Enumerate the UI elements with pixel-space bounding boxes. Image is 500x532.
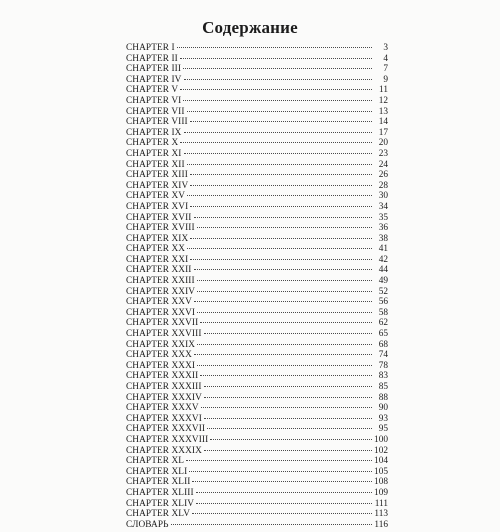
dot-leader: [197, 365, 372, 366]
toc-entry-label: CHAPTER IV: [126, 74, 182, 85]
toc-entry-page-number: 9: [383, 74, 388, 85]
toc-entry-page-number: 100: [374, 434, 388, 445]
toc-entry-label: CHAPTER XX: [126, 244, 186, 255]
dot-leader: [204, 418, 372, 419]
toc-entry: [126, 170, 388, 181]
dot-leader: [194, 301, 372, 302]
dot-leader: [190, 238, 372, 239]
toc-entry: [126, 244, 388, 255]
toc-entry-page-number: 93: [378, 413, 388, 424]
toc-entry-label: CHAPTER III: [126, 64, 182, 75]
toc-entry-label: CHAPTER XXXVI: [126, 413, 202, 424]
toc-entry-label: CHAPTER XIII: [126, 170, 188, 181]
toc-entry-page-number: 109: [374, 487, 388, 498]
toc-entry-page-number: 13: [378, 106, 388, 117]
toc-entry-page-number: 3: [383, 43, 388, 53]
toc-entry-label: CHAPTER XXVI: [126, 307, 196, 318]
toc-entry-page-number: 35: [378, 212, 388, 223]
toc-entry-label: CHAPTER XV: [126, 191, 186, 202]
dot-leader: [204, 397, 372, 398]
toc-entry-page-number: 7: [383, 64, 388, 75]
dot-leader: [197, 344, 372, 345]
dot-leader: [186, 460, 372, 461]
toc-entry-page-number: 20: [378, 138, 388, 149]
dot-leader: [201, 407, 372, 408]
toc-entry-label: CHAPTER XLIV: [126, 498, 195, 509]
toc-entry-label: CHAPTER XXXIV: [126, 392, 202, 403]
dot-leader: [200, 375, 372, 376]
dot-leader: [184, 79, 373, 80]
toc-entry: [126, 393, 388, 404]
dot-leader: [180, 142, 372, 143]
toc-entry-page-number: 56: [378, 297, 388, 308]
toc-entry-page-number: 42: [378, 254, 388, 265]
toc-entry-page-number: 58: [378, 307, 388, 318]
toc-entry-page-number: 111: [374, 498, 388, 509]
toc-entry: [126, 403, 388, 414]
toc-entry-label: CHAPTER XVIII: [126, 223, 195, 234]
toc-entry-label: CHAPTER XXVII: [126, 318, 199, 329]
toc-entry: [126, 96, 388, 107]
toc-entry-label: CHAPTER VIII: [126, 117, 188, 128]
toc-entry: [126, 456, 388, 467]
toc-entry: [126, 350, 388, 361]
toc-entry: [126, 213, 388, 224]
toc-entry: [126, 520, 388, 531]
toc-entry-page-number: 30: [378, 191, 388, 202]
table-of-contents: [126, 43, 388, 530]
dot-leader: [177, 47, 372, 48]
toc-entry: [126, 414, 388, 425]
toc-entry: [126, 488, 388, 499]
toc-entry-label: CHAPTER V: [126, 85, 179, 96]
dot-leader: [204, 333, 372, 334]
dot-leader: [210, 439, 372, 440]
toc-entry-label: CHAPTER XXV: [126, 297, 192, 308]
toc-entry-page-number: 116: [374, 519, 388, 530]
toc-entry-page-number: 28: [378, 180, 388, 191]
toc-entry: [126, 382, 388, 393]
dot-leader: [183, 100, 372, 101]
dot-leader: [192, 481, 372, 482]
dot-leader: [180, 89, 372, 90]
toc-entry: [126, 128, 388, 139]
toc-entry-label: CHAPTER XXX: [126, 350, 192, 361]
dot-leader: [197, 227, 372, 228]
dot-leader: [187, 195, 372, 196]
dot-leader: [196, 503, 372, 504]
toc-entry: [126, 371, 388, 382]
dot-leader: [171, 524, 372, 525]
toc-entry: [126, 43, 388, 54]
toc-entry: [126, 234, 388, 245]
toc-entry-page-number: 108: [374, 477, 388, 488]
toc-entry-label: CHAPTER XIV: [126, 180, 189, 191]
toc-entry: [126, 138, 388, 149]
toc-entry-page-number: 83: [378, 371, 388, 382]
toc-entry: [126, 149, 388, 160]
dot-leader: [194, 217, 372, 218]
toc-entry-page-number: 105: [374, 466, 388, 477]
toc-entry-page-number: 26: [378, 170, 388, 181]
toc-entry-label: CHAPTER IX: [126, 127, 182, 138]
toc-entry-label: CHAPTER XII: [126, 159, 185, 170]
toc-entry: [126, 467, 388, 478]
toc-entry: [126, 340, 388, 351]
dot-leader: [190, 206, 372, 207]
toc-entry-page-number: 44: [378, 265, 388, 276]
toc-entry: [126, 191, 388, 202]
toc-entry-page-number: 49: [378, 276, 388, 287]
dot-leader: [194, 269, 372, 270]
dot-leader: [184, 132, 373, 133]
toc-entry: [126, 54, 388, 65]
toc-entry-page-number: 17: [378, 127, 388, 138]
toc-entry: [126, 499, 388, 510]
toc-entry-label: CHAPTER XXXI: [126, 360, 196, 371]
dot-leader: [187, 111, 372, 112]
dot-leader: [207, 428, 372, 429]
toc-entry-label: CHAPTER XXXVII: [126, 424, 206, 435]
toc-entry-label: CHAPTER XXXIX: [126, 445, 202, 456]
toc-entry-page-number: 36: [378, 223, 388, 234]
toc-entry-label: CHAPTER XXXII: [126, 371, 199, 382]
toc-entry: [126, 255, 388, 266]
dot-leader: [180, 58, 372, 59]
toc-entry-label: CHAPTER XLII: [126, 477, 191, 488]
toc-entry-page-number: 95: [378, 424, 388, 435]
toc-entry-label: CHAPTER XXVIII: [126, 329, 202, 340]
toc-entry: [126, 424, 388, 435]
toc-entry-label: CHAPTER XXIV: [126, 286, 196, 297]
dot-leader: [200, 322, 372, 323]
page-title: Содержание: [202, 18, 298, 37]
dot-leader: [190, 121, 372, 122]
toc-entry-label: CHAPTER XXIX: [126, 339, 196, 350]
toc-entry-page-number: 24: [378, 159, 388, 170]
toc-entry: [126, 117, 388, 128]
toc-entry: [126, 160, 388, 171]
toc-entry-page-number: 14: [378, 117, 388, 128]
toc-entry-label: CHAPTER X: [126, 138, 179, 149]
toc-entry-label: CHAPTER XXXVIII: [126, 434, 209, 445]
toc-entry: [126, 509, 388, 520]
toc-entry-label: CHAPTER XXII: [126, 265, 192, 276]
toc-entry: [126, 297, 388, 308]
dot-leader: [204, 450, 372, 451]
toc-entry-label: CHAPTER XXI: [126, 254, 189, 265]
toc-entry: [126, 329, 388, 340]
toc-entry: [126, 85, 388, 96]
toc-entry-page-number: 12: [378, 95, 388, 106]
toc-entry-label: CHAPTER XLI: [126, 466, 188, 477]
toc-entry-page-number: 90: [378, 403, 388, 414]
toc-entry-label: СЛОВАРЬ: [126, 519, 169, 530]
toc-entry: [126, 446, 388, 457]
toc-entry-page-number: 74: [378, 350, 388, 361]
toc-entry-label: CHAPTER XXIII: [126, 276, 195, 287]
toc-entry-label: CHAPTER XL: [126, 456, 185, 467]
dot-leader: [190, 174, 372, 175]
toc-entry: [126, 181, 388, 192]
toc-entry-label: CHAPTER XVI: [126, 201, 189, 212]
dot-leader: [187, 164, 372, 165]
toc-entry-label: CHAPTER XXXV: [126, 403, 199, 414]
dot-leader: [196, 492, 372, 493]
toc-entry-label: CHAPTER II: [126, 53, 178, 64]
toc-entry-label: CHAPTER XLIII: [126, 487, 194, 498]
toc-entry-label: CHAPTER XXXIII: [126, 382, 202, 392]
dot-leader: [194, 354, 372, 355]
toc-entry-page-number: 52: [378, 286, 388, 297]
toc-entry-page-number: 104: [374, 456, 388, 467]
toc-entry: [126, 361, 388, 372]
toc-entry: [126, 477, 388, 488]
toc-entry: [126, 435, 388, 446]
dot-leader: [197, 312, 372, 313]
toc-entry: [126, 202, 388, 213]
toc-entry-page-number: 88: [378, 392, 388, 403]
toc-entry-label: CHAPTER VII: [126, 106, 185, 117]
dot-leader: [183, 68, 372, 69]
dot-leader: [197, 280, 372, 281]
dot-leader: [197, 291, 372, 292]
toc-entry-page-number: 11: [379, 85, 388, 96]
toc-entry: [126, 308, 388, 319]
toc-entry: [126, 107, 388, 118]
toc-entry-label: CHAPTER VI: [126, 95, 182, 106]
toc-entry-page-number: 113: [374, 509, 388, 520]
dot-leader: [190, 185, 372, 186]
toc-entry: [126, 276, 388, 287]
toc-entry-label: CHAPTER XIX: [126, 233, 189, 244]
toc-entry-page-number: 102: [374, 445, 388, 456]
toc-entry-label: CHAPTER I: [126, 43, 175, 53]
dot-leader: [184, 153, 373, 154]
toc-entry-page-number: 23: [378, 148, 388, 159]
toc-entry: [126, 287, 388, 298]
dot-leader: [189, 471, 372, 472]
dot-leader: [190, 259, 372, 260]
toc-entry-label: CHAPTER XLV: [126, 509, 191, 520]
toc-entry-page-number: 41: [378, 244, 388, 255]
toc-entry-page-number: 78: [378, 360, 388, 371]
toc-entry: [126, 64, 388, 75]
toc-entry: [126, 318, 388, 329]
toc-entry-page-number: 85: [378, 382, 388, 392]
toc-entry-page-number: 38: [378, 233, 388, 244]
dot-leader: [187, 248, 372, 249]
toc-entry: [126, 75, 388, 86]
toc-entry: [126, 265, 388, 276]
toc-entry-label: CHAPTER XVII: [126, 212, 192, 223]
dot-leader: [204, 386, 372, 387]
toc-entry: [126, 223, 388, 234]
toc-entry-page-number: 68: [378, 339, 388, 350]
toc-entry-page-number: 65: [378, 329, 388, 340]
toc-entry-page-number: 4: [383, 53, 388, 64]
toc-entry-label: CHAPTER XI: [126, 148, 182, 159]
toc-entry-page-number: 62: [378, 318, 388, 329]
toc-entry-page-number: 34: [378, 201, 388, 212]
dot-leader: [192, 513, 372, 514]
